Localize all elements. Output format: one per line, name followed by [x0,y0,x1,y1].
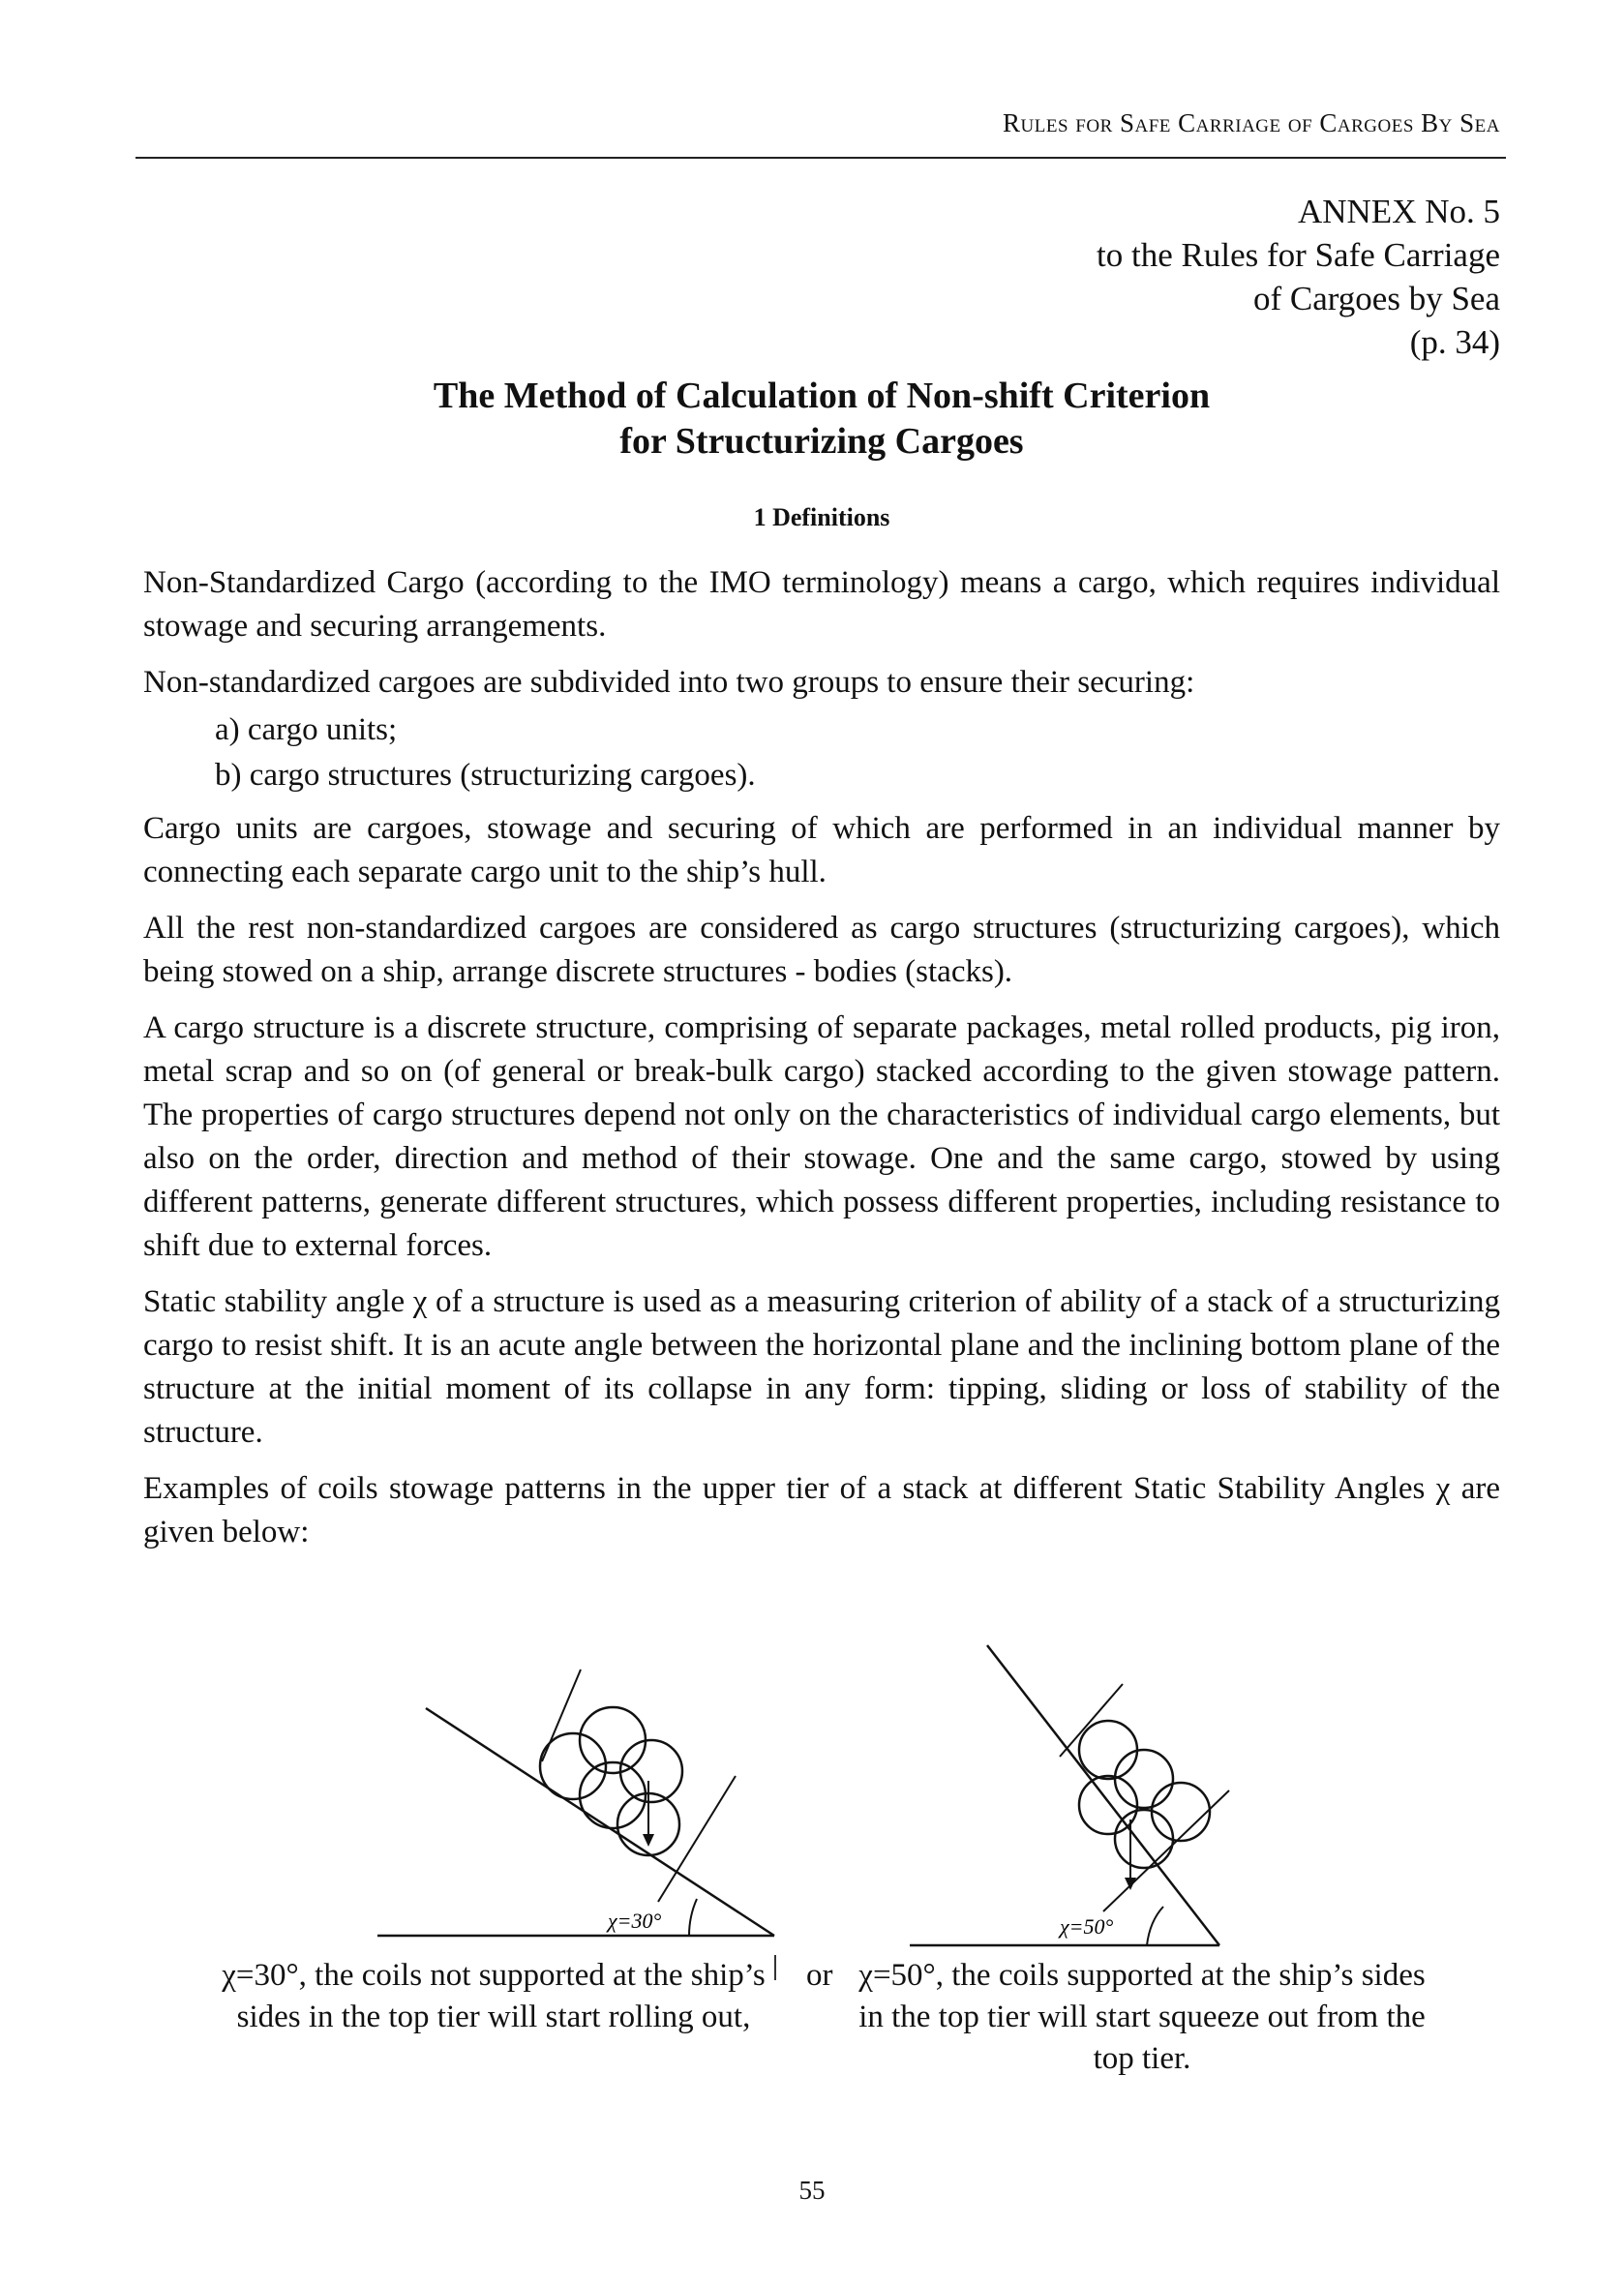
stowage-diagram-50-deg [900,1636,1229,1955]
arrow-head [643,1834,654,1847]
header-rule [135,157,1506,159]
annex-reference-line: of Cargoes by Sea [1253,280,1500,317]
page-number: 55 [798,2176,826,2205]
paragraph-cargo-structures: All the rest non-standardized cargoes are considered as cargo structures (structurizing cargoes), which being stowed on a ship, arrange discrete structures - bodies (stacks). [143,911,1500,989]
coil [1079,1721,1137,1779]
caption-30-deg: χ=30°, the coils not supported at the ship’s sides in the top tier will start rolling out, [222,1958,766,2034]
title-line: The Method of Calculation of Non-shift Criterion [433,376,1211,416]
paragraph-cargo-units: Cargo units are cargoes, stowage and securing of which are performed in an individual manner by connecting each separate cargo unit to the ship’s hull. [143,811,1500,889]
coil [1079,1776,1137,1834]
caption-connector: or [806,1958,833,1993]
paragraph-stability-angle: Static stability angle χ of a structure is used as a measuring criterion of ability of a stack of a structurizing cargo to resist shift. It is an acute angle between the horizontal plane and the inclining bottom plane of the structure at the initial moment of its collapse in any form: tipping, sliding or loss of stability of the structure. [143,1284,1500,1450]
paragraph-examples: Examples of coils stowage patterns in the upper tier of a stack at different Static Stability Angles χ are given below: [143,1471,1500,1549]
figure-coils-50-deg [900,1636,1229,1955]
figure-coils-30-deg [368,1636,784,1945]
stowage-diagram-30-deg [368,1636,784,1945]
document-title [143,374,1500,465]
list-item-cargo-structures: b) cargo structures (structurizing cargoes). [215,758,756,793]
paragraph-structure-definition: A cargo structure is a discrete structure, comprising of separate packages, metal rolled products, pig iron, metal scrap and so on (of general or break-bulk cargo) stacked according to the given stowage pattern. The properties of cargo structures depend not only on the characteristics of individual cargo elements, but also on the order, direction and method of their stowage. One and the same cargo, stowed by using different patterns, generate different structures, which possess different properties, including resistance to shift due to external forces. [143,1010,1500,1263]
annex-reference-line: to the Rules for Safe Carriage [1097,236,1500,274]
angle-label-30: χ=30° [608,1909,662,1933]
paragraph-definition: Non-Standardized Cargo (according to the IMO terminology) means a cargo, which requires individual stowage and securing arrangements. [143,565,1500,644]
side-top-line [542,1669,581,1761]
running-header: Rules for Safe Carriage of Cargoes By Sea [1003,108,1500,137]
paragraph-groups: Non-standardized cargoes are subdivided into two groups to ensure their securing: [143,665,1195,700]
title-line: for Structurizing Cargoes [619,421,1024,462]
caption-separator [774,1955,776,1980]
body-text [143,561,1500,1567]
angle-label-50: χ=50° [1060,1914,1114,1939]
angle-arc [1147,1907,1163,1945]
annex-number: ANNEX No. 5 [1297,193,1500,230]
coil [1115,1810,1173,1868]
coil [1115,1750,1173,1808]
inclined-plane-line [987,1645,1219,1945]
list-item-cargo-units: a) cargo units; [215,712,398,747]
inclined-plane-line [426,1708,774,1936]
section-heading: 1 Definitions [753,503,890,531]
annex-page-reference: (p. 34) [1409,323,1500,361]
coil [1152,1783,1210,1841]
caption-50-deg: χ=50°, the coils supported at the ship’s sides in the top tier will start squeeze out from the top tier. [858,1958,1426,2076]
angle-arc [689,1899,697,1936]
annex-block [1097,190,1500,364]
